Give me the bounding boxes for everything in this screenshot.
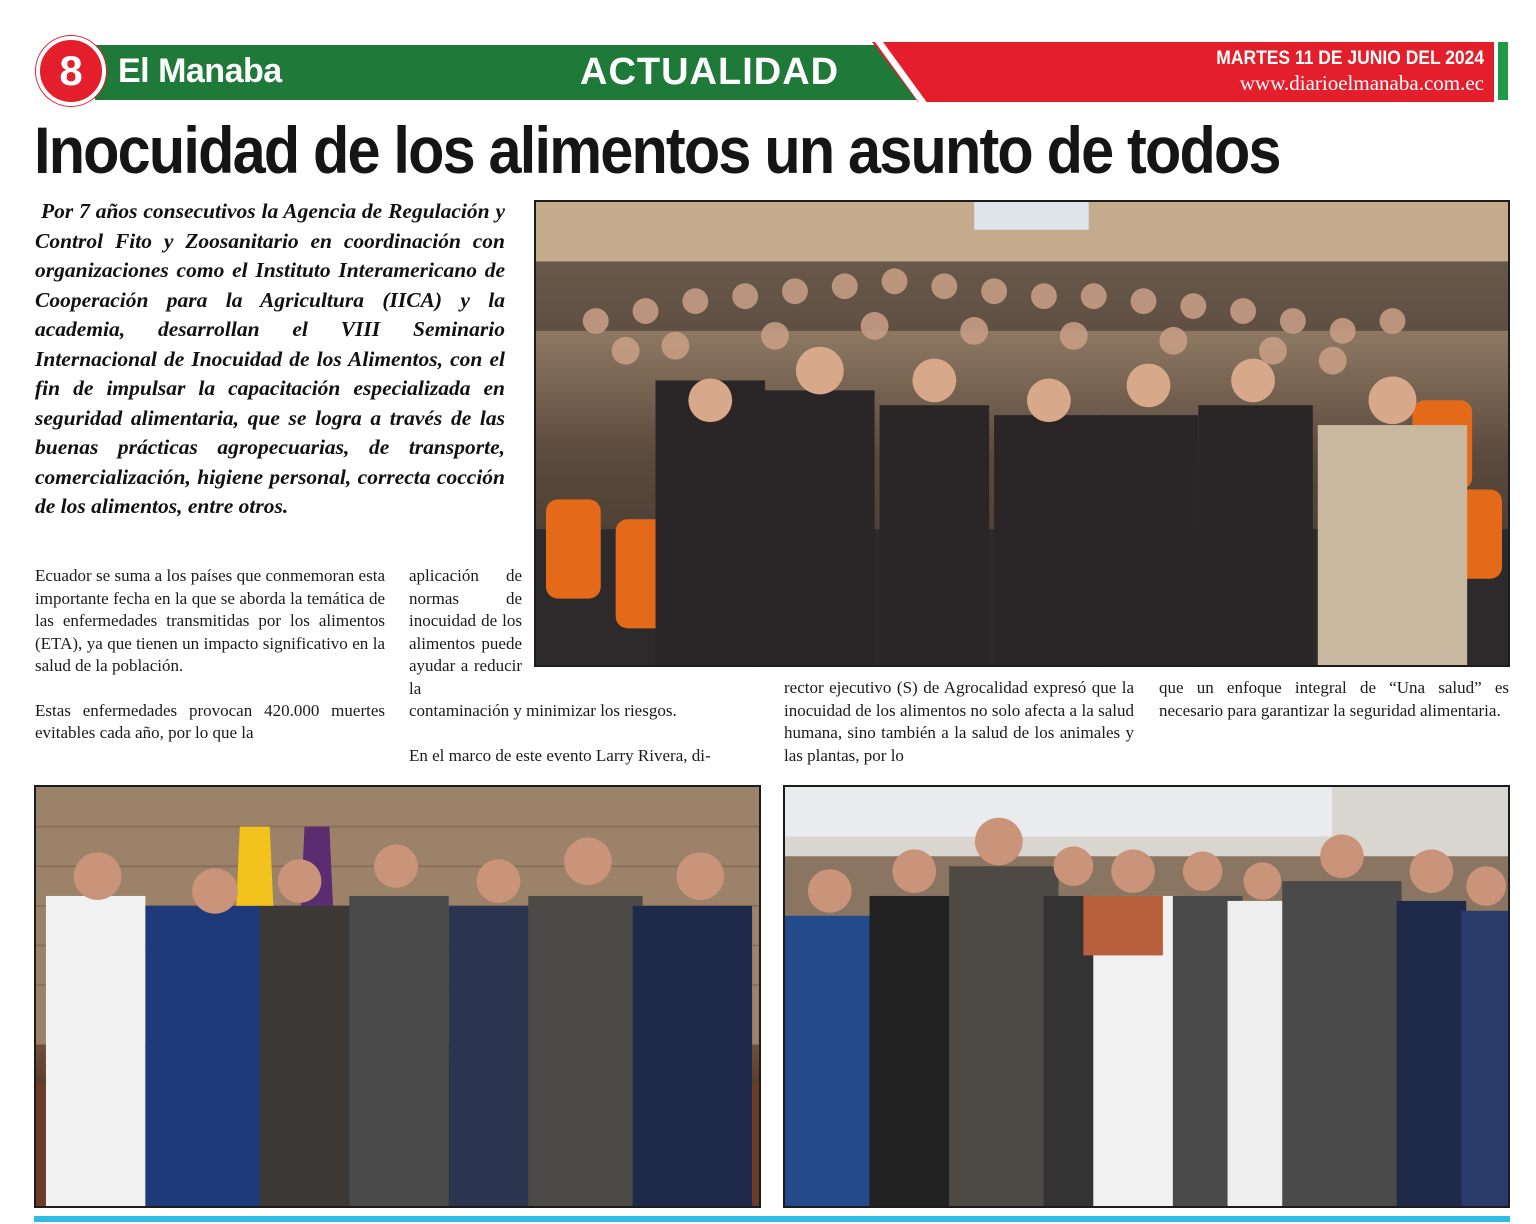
- page-number: 8: [36, 36, 106, 106]
- award-photo-illustration: [785, 787, 1508, 1206]
- article-column-2-top: [409, 565, 522, 722]
- article-column-3: [784, 677, 1134, 789]
- paragraph: Estas enfermedades provocan 420.000 muertes evitables cada año, por lo que la: [35, 700, 385, 742]
- officials-photo-illustration: [36, 787, 759, 1206]
- paragraph: que un enfoque integral de “Una salud” es necesario para garantizar la seguridad alimentaria.: [1159, 678, 1509, 720]
- paragraph: En el marco de este evento Larry Rivera, di-: [409, 745, 711, 765]
- article-lead: Por 7 años consecutivos la Agencia de Regulación y Control Fito y Zoosanitario en coordinación con organizaciones como el Instituto Interamericano de Cooperación para la Agricultura (IICA) y la academia, desarrollan el VIII Seminario Internacional de Inocuidad de los Alimentos, con el fin de impulsar la capacitación especializada en seguridad alimentaria, que se logra a través de las buenas prácticas agropecuarias, de transporte, comercialización, higiene personal, correcta cocción de los alimentos, entre otros.: [35, 199, 505, 518]
- paragraph: contaminación y minimizar los riesgos.: [409, 701, 677, 720]
- award-photo-stage: [783, 785, 1510, 1208]
- article-column-2: [409, 700, 757, 789]
- article-column-1: [35, 565, 385, 767]
- header-edge-tab: [1498, 42, 1508, 100]
- section-title: ACTUALIDAD: [580, 51, 840, 93]
- publication-date: MARTES 11 DE JUNIO DEL 2024: [1216, 48, 1484, 69]
- article-column-4: [1159, 677, 1509, 744]
- website-url: www.diarioelmanaba.com.ec: [1239, 71, 1484, 95]
- article-headline: Inocuidad de los alimentos un asunto de todos: [34, 113, 1280, 187]
- paragraph: rector ejecutivo (S) de Agrocalidad expresó que la inocuidad de los alimentos no solo afecta a la salud humana, sino también a la salud de los animales y las plantas, por lo: [784, 678, 1134, 765]
- paragraph: aplicación de normas de inocuidad de los alimentos puede ayudar a reducir la: [409, 566, 522, 698]
- group-photo-illustration: [536, 202, 1508, 665]
- group-photo-auditorium: [534, 200, 1510, 667]
- newspaper-name: El Manaba: [118, 52, 282, 90]
- footer-rule: [34, 1216, 1510, 1222]
- paragraph: Ecuador se suma a los países que conmemoran esta importante fecha en la que se aborda la temática de las enfermedades transmitidas por los alimentos (ETA), ya que tienen un impacto significativo en la salud de la población.: [35, 566, 385, 675]
- officials-photo-flags: [34, 785, 761, 1208]
